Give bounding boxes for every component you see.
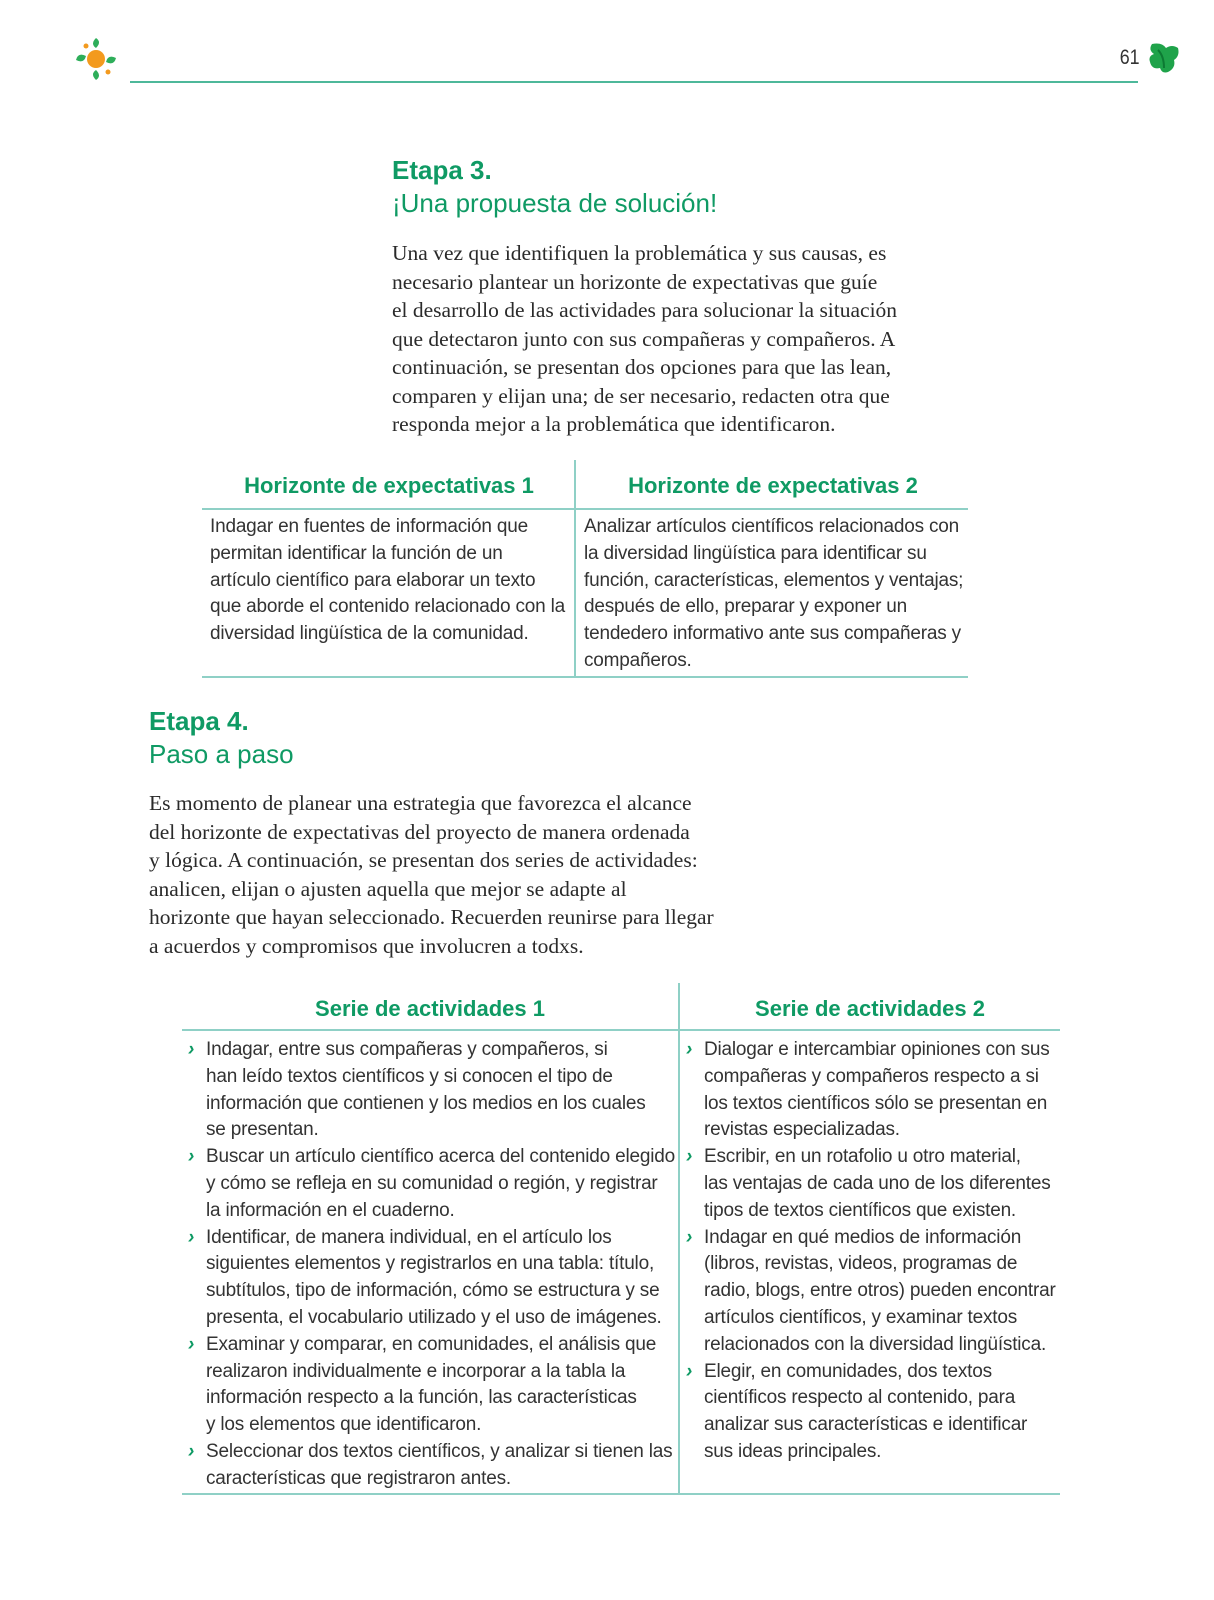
series-table bbox=[182, 983, 1060, 1497]
item-line: científicos respecto al contenido, para bbox=[704, 1387, 1016, 1409]
item-line: artículos científicos, y examinar textos bbox=[704, 1306, 1018, 1328]
paragraph-line: horizonte que hayan seleccionado. Recuerden reunirse para llegar bbox=[149, 905, 714, 929]
series-col2-header: Serie de actividades 2 bbox=[755, 996, 985, 1021]
bullet-marker: › bbox=[686, 1360, 693, 1382]
header-rule bbox=[130, 81, 1138, 83]
bullet-marker: › bbox=[188, 1039, 195, 1060]
item-line: información que contienen y los medios en los cuales bbox=[206, 1092, 646, 1114]
item-line: radio, blogs, entre otros) pueden encontrar bbox=[704, 1280, 1056, 1302]
etapa4-title: Etapa 4. bbox=[149, 706, 249, 736]
item-line: características que registraron antes. bbox=[206, 1467, 511, 1489]
cell-line: la diversidad lingüística para identificar su bbox=[584, 542, 927, 564]
cell-line: que aborde el contenido relacionado con la bbox=[210, 596, 565, 618]
list-item bbox=[182, 1037, 675, 1144]
cell-line: función, características, elementos y ventajas; bbox=[584, 569, 964, 591]
column-divider bbox=[574, 460, 576, 678]
cell-line: Analizar artículos científicos relacionados con bbox=[584, 516, 960, 537]
page-number: 61 bbox=[1119, 46, 1140, 69]
item-line: y cómo se refleja en su comunidad o región, y registrar bbox=[206, 1172, 658, 1194]
item-line: tipos de textos científicos que existen. bbox=[704, 1199, 1017, 1221]
flower-logo-icon bbox=[72, 34, 128, 84]
etapa4-subtitle: Paso a paso bbox=[149, 739, 294, 769]
cell-line: diversidad lingüística de la comunidad. bbox=[210, 623, 529, 645]
item-line: Identificar, de manera individual, en el artículo los bbox=[206, 1226, 612, 1248]
cell-line: tendedero informativo ante sus compañeras y bbox=[584, 623, 961, 645]
horizonte-table bbox=[202, 460, 968, 680]
item-line: y los elementos que identificaron. bbox=[206, 1414, 482, 1436]
horizonte-col1-text bbox=[210, 514, 565, 648]
item-line: Buscar un artículo científico acerca del contenido elegido bbox=[206, 1146, 675, 1168]
bullet-marker: › bbox=[686, 1146, 693, 1168]
series-col1-list bbox=[182, 1037, 675, 1493]
horizonte-col1-header: Horizonte de expectativas 1 bbox=[244, 473, 534, 498]
list-item bbox=[182, 1144, 675, 1224]
bullet-marker: › bbox=[188, 1226, 195, 1248]
item-line: subtítulos, tipo de información, cómo se estructura y se bbox=[206, 1280, 660, 1302]
paragraph-line: responda mejor a la problemática que identificaron. bbox=[392, 412, 836, 436]
list-item bbox=[182, 1332, 675, 1439]
cell-line: permitan identificar la función de un bbox=[210, 542, 503, 564]
paragraph-line: comparen y elijan una; de ser necesario, redacten otra que bbox=[392, 383, 890, 408]
item-line: relacionados con la diversidad lingüística. bbox=[704, 1333, 1047, 1355]
table-bottom-rule bbox=[182, 1493, 1060, 1495]
etapa3-heading bbox=[392, 154, 717, 220]
paragraph-line: Una vez que identifiquen la problemática y sus causas, es bbox=[392, 241, 887, 265]
list-item bbox=[680, 1144, 1056, 1224]
list-item bbox=[680, 1037, 1056, 1144]
list-item bbox=[182, 1225, 675, 1332]
etapa3-subtitle: ¡Una propuesta de solución! bbox=[392, 188, 718, 218]
horizonte-col2-header: Horizonte de expectativas 2 bbox=[628, 473, 918, 498]
paragraph-line: a acuerdos y compromisos que involucren a todxs. bbox=[149, 933, 584, 958]
header-divider bbox=[202, 508, 968, 510]
paragraph-line: continuación, se presentan dos opciones para que las lean, bbox=[392, 355, 892, 379]
item-line: Elegir, en comunidades, dos textos bbox=[704, 1360, 992, 1382]
item-line: Dialogar e intercambiar opiniones con sus bbox=[704, 1039, 1050, 1060]
item-line: Indagar, entre sus compañeras y compañeros, si bbox=[206, 1039, 608, 1060]
item-line: la información en el cuaderno. bbox=[206, 1199, 455, 1221]
list-item bbox=[680, 1225, 1056, 1359]
item-line: Indagar en qué medios de información bbox=[704, 1226, 1022, 1248]
item-line: se presentan. bbox=[206, 1119, 319, 1141]
series-col2-list bbox=[680, 1037, 1056, 1466]
green-leaf-icon bbox=[1146, 40, 1182, 76]
cell-line: después de ello, preparar y exponer un bbox=[584, 596, 908, 618]
item-line: las ventajas de cada uno de los diferentes bbox=[704, 1172, 1051, 1194]
paragraph-line: necesario plantear un horizonte de expectativas que guíe bbox=[392, 269, 878, 294]
cell-line: compañeros. bbox=[584, 649, 692, 671]
item-line: presenta, el vocabulario utilizado y el uso de imágenes. bbox=[206, 1306, 662, 1328]
bullet-marker: › bbox=[188, 1333, 195, 1355]
item-line: información respecto a la función, las características bbox=[206, 1387, 637, 1409]
item-line: realizaron individualmente e incorporar a la tabla la bbox=[206, 1360, 626, 1382]
item-line: Seleccionar dos textos científicos, y analizar si tienen las bbox=[206, 1440, 673, 1462]
paragraph-line: del horizonte de expectativas del proyecto de manera ordenada bbox=[149, 819, 690, 844]
etapa3-paragraph bbox=[392, 239, 897, 439]
cell-line: artículo científico para elaborar un texto bbox=[210, 569, 536, 591]
bullet-marker: › bbox=[188, 1440, 195, 1462]
series-col1-header: Serie de actividades 1 bbox=[315, 996, 545, 1021]
paragraph-line: que detectaron junto con sus compañeras y compañeros. A bbox=[392, 326, 896, 351]
item-line: Escribir, en un rotafolio u otro material, bbox=[704, 1146, 1021, 1168]
item-line: los textos científicos sólo se presentan en bbox=[704, 1092, 1048, 1114]
paragraph-line: el desarrollo de las actividades para solucionar la situación bbox=[392, 298, 898, 322]
list-item bbox=[182, 1439, 675, 1493]
item-line: Examinar y comparar, en comunidades, el análisis que bbox=[206, 1333, 657, 1355]
paragraph-line: Es momento de planear una estrategia que favorezca el alcance bbox=[149, 791, 692, 815]
item-line: han leído textos científicos y si conocen el tipo de bbox=[206, 1065, 613, 1087]
bullet-marker: › bbox=[686, 1226, 693, 1248]
cell-line: Indagar en fuentes de información que bbox=[210, 516, 528, 537]
etapa4-heading bbox=[149, 705, 294, 771]
item-line: (libros, revistas, videos, programas de bbox=[704, 1253, 1018, 1275]
list-item bbox=[680, 1359, 1056, 1466]
etapa3-title: Etapa 3. bbox=[392, 155, 492, 185]
paragraph-line: analicen, elijan o ajusten aquella que mejor se adapte al bbox=[149, 876, 627, 901]
header-divider bbox=[182, 1029, 1060, 1031]
etapa4-paragraph bbox=[149, 789, 714, 960]
item-line: revistas especializadas. bbox=[704, 1119, 900, 1141]
item-line: siguientes elementos y registrarlos en una tabla: título, bbox=[206, 1253, 655, 1275]
paragraph-line: y lógica. A continuación, se presentan dos series de actividades: bbox=[149, 848, 698, 872]
item-line: compañeras y compañeros respecto a si bbox=[704, 1065, 1039, 1087]
table-bottom-rule bbox=[202, 676, 968, 678]
bullet-marker: › bbox=[188, 1146, 195, 1168]
item-line: analizar sus características e identificar bbox=[704, 1414, 1028, 1436]
bullet-marker: › bbox=[686, 1039, 693, 1060]
item-line: sus ideas principales. bbox=[704, 1440, 882, 1462]
horizonte-col2-text bbox=[584, 514, 963, 675]
